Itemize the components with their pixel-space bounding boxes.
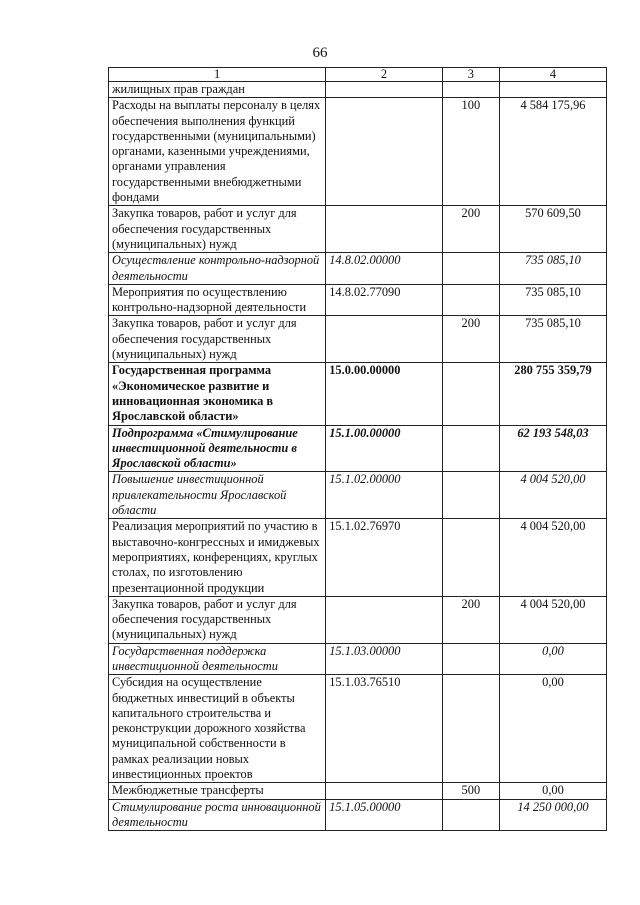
row-kvr-cell: 500 bbox=[442, 783, 499, 799]
row-code-cell: 15.0.00.00000 bbox=[326, 363, 443, 425]
row-code-cell: 14.8.02.00000 bbox=[326, 253, 443, 285]
table-row bbox=[109, 472, 607, 519]
table-row bbox=[109, 675, 607, 783]
row-kvr-cell bbox=[442, 519, 499, 596]
row-amount-cell: 0,00 bbox=[499, 675, 606, 783]
row-name-cell: Закупка товаров, работ и услуг для обеспечения государственных (муниципальных) нужд bbox=[109, 316, 326, 363]
row-amount-cell: 0,00 bbox=[499, 643, 606, 675]
table-row bbox=[109, 596, 607, 643]
row-code-cell: 14.8.02.77090 bbox=[326, 284, 443, 316]
row-amount-cell: 0,00 bbox=[499, 783, 606, 799]
row-amount-cell: 4 004 520,00 bbox=[499, 472, 606, 519]
row-amount-cell bbox=[499, 82, 606, 98]
row-kvr-cell bbox=[442, 363, 499, 425]
row-name-cell: Государственная программа «Экономическое развитие и инновационная экономика в Ярославской области» bbox=[109, 363, 326, 425]
row-code-cell: 15.1.00.00000 bbox=[326, 425, 443, 472]
row-kvr-cell bbox=[442, 284, 499, 316]
row-name-cell: Государственная поддержка инвестиционной деятельности bbox=[109, 643, 326, 675]
row-code-cell: 15.1.05.00000 bbox=[326, 799, 443, 831]
row-name-cell: Подпрограмма «Стимулирование инвестиционной деятельности в Ярославской области» bbox=[109, 425, 326, 472]
row-code-cell bbox=[326, 316, 443, 363]
table-row bbox=[109, 799, 607, 831]
column-header: 3 bbox=[442, 68, 499, 82]
row-kvr-cell: 200 bbox=[442, 596, 499, 643]
row-name-cell: Стимулирование роста инновационной деятельности bbox=[109, 799, 326, 831]
row-name-cell: Межбюджетные трансферты bbox=[109, 783, 326, 799]
row-code-cell bbox=[326, 98, 443, 206]
row-code-cell bbox=[326, 783, 443, 799]
row-name-cell: Повышение инвестиционной привлекательности Ярославской области bbox=[109, 472, 326, 519]
row-amount-cell: 735 085,10 bbox=[499, 284, 606, 316]
row-name-cell: Мероприятия по осуществлению контрольно-надзорной деятельности bbox=[109, 284, 326, 316]
row-kvr-cell bbox=[442, 643, 499, 675]
row-amount-cell: 570 609,50 bbox=[499, 206, 606, 253]
row-code-cell: 15.1.03.76510 bbox=[326, 675, 443, 783]
budget-table bbox=[108, 67, 607, 831]
row-kvr-cell bbox=[442, 799, 499, 831]
column-header: 2 bbox=[326, 68, 443, 82]
row-amount-cell: 14 250 000,00 bbox=[499, 799, 606, 831]
table-row bbox=[109, 253, 607, 285]
table-row bbox=[109, 98, 607, 206]
row-kvr-cell bbox=[442, 253, 499, 285]
table-row bbox=[109, 643, 607, 675]
row-code-cell: 15.1.02.76970 bbox=[326, 519, 443, 596]
row-amount-cell: 280 755 359,79 bbox=[499, 363, 606, 425]
row-name-cell: жилищных прав граждан bbox=[109, 82, 326, 98]
row-amount-cell: 62 193 548,03 bbox=[499, 425, 606, 472]
table-row bbox=[109, 425, 607, 472]
row-kvr-cell: 200 bbox=[442, 316, 499, 363]
row-amount-cell: 4 584 175,96 bbox=[499, 98, 606, 206]
row-amount-cell: 4 004 520,00 bbox=[499, 519, 606, 596]
row-kvr-cell bbox=[442, 472, 499, 519]
row-code-cell bbox=[326, 596, 443, 643]
row-code-cell bbox=[326, 206, 443, 253]
table-row bbox=[109, 316, 607, 363]
page-number: 66 bbox=[312, 45, 328, 61]
row-name-cell: Закупка товаров, работ и услуг для обеспечения государственных (муниципальных) нужд bbox=[109, 206, 326, 253]
row-name-cell: Закупка товаров, работ и услуг для обеспечения государственных (муниципальных) нужд bbox=[109, 596, 326, 643]
row-amount-cell: 735 085,10 bbox=[499, 316, 606, 363]
table-row bbox=[109, 783, 607, 799]
row-kvr-cell: 100 bbox=[442, 98, 499, 206]
row-code-cell: 15.1.03.00000 bbox=[326, 643, 443, 675]
row-amount-cell: 4 004 520,00 bbox=[499, 596, 606, 643]
row-name-cell: Расходы на выплаты персоналу в целях обеспечения выполнения функций государственными (муниципальными) органами, казенными учреждениями, органами управления государственными внебюджетными фондами bbox=[109, 98, 326, 206]
row-code-cell bbox=[326, 82, 443, 98]
row-name-cell: Субсидия на осуществление бюджетных инвестиций в объекты капитального строительства и реконструкции дорожного хозяйства муниципальной собственности в рамках реализации новых инвестиционных проектов bbox=[109, 675, 326, 783]
table-row bbox=[109, 82, 607, 98]
table-row bbox=[109, 206, 607, 253]
table-row bbox=[109, 363, 607, 425]
table-row bbox=[109, 519, 607, 596]
column-header: 4 bbox=[499, 68, 606, 82]
row-amount-cell: 735 085,10 bbox=[499, 253, 606, 285]
row-kvr-cell: 200 bbox=[442, 206, 499, 253]
row-name-cell: Реализация мероприятий по участию в выставочно-конгрессных и имиджевых мероприятиях, конференциях, круглых столах, по изготовлению презентационной продукции bbox=[109, 519, 326, 596]
table-row bbox=[109, 284, 607, 316]
row-code-cell: 15.1.02.00000 bbox=[326, 472, 443, 519]
table-header-row bbox=[109, 68, 607, 82]
row-kvr-cell bbox=[442, 425, 499, 472]
row-name-cell: Осуществление контрольно-надзорной деятельности bbox=[109, 253, 326, 285]
row-kvr-cell bbox=[442, 675, 499, 783]
table-body bbox=[109, 82, 607, 831]
column-header: 1 bbox=[109, 68, 326, 82]
row-kvr-cell bbox=[442, 82, 499, 98]
